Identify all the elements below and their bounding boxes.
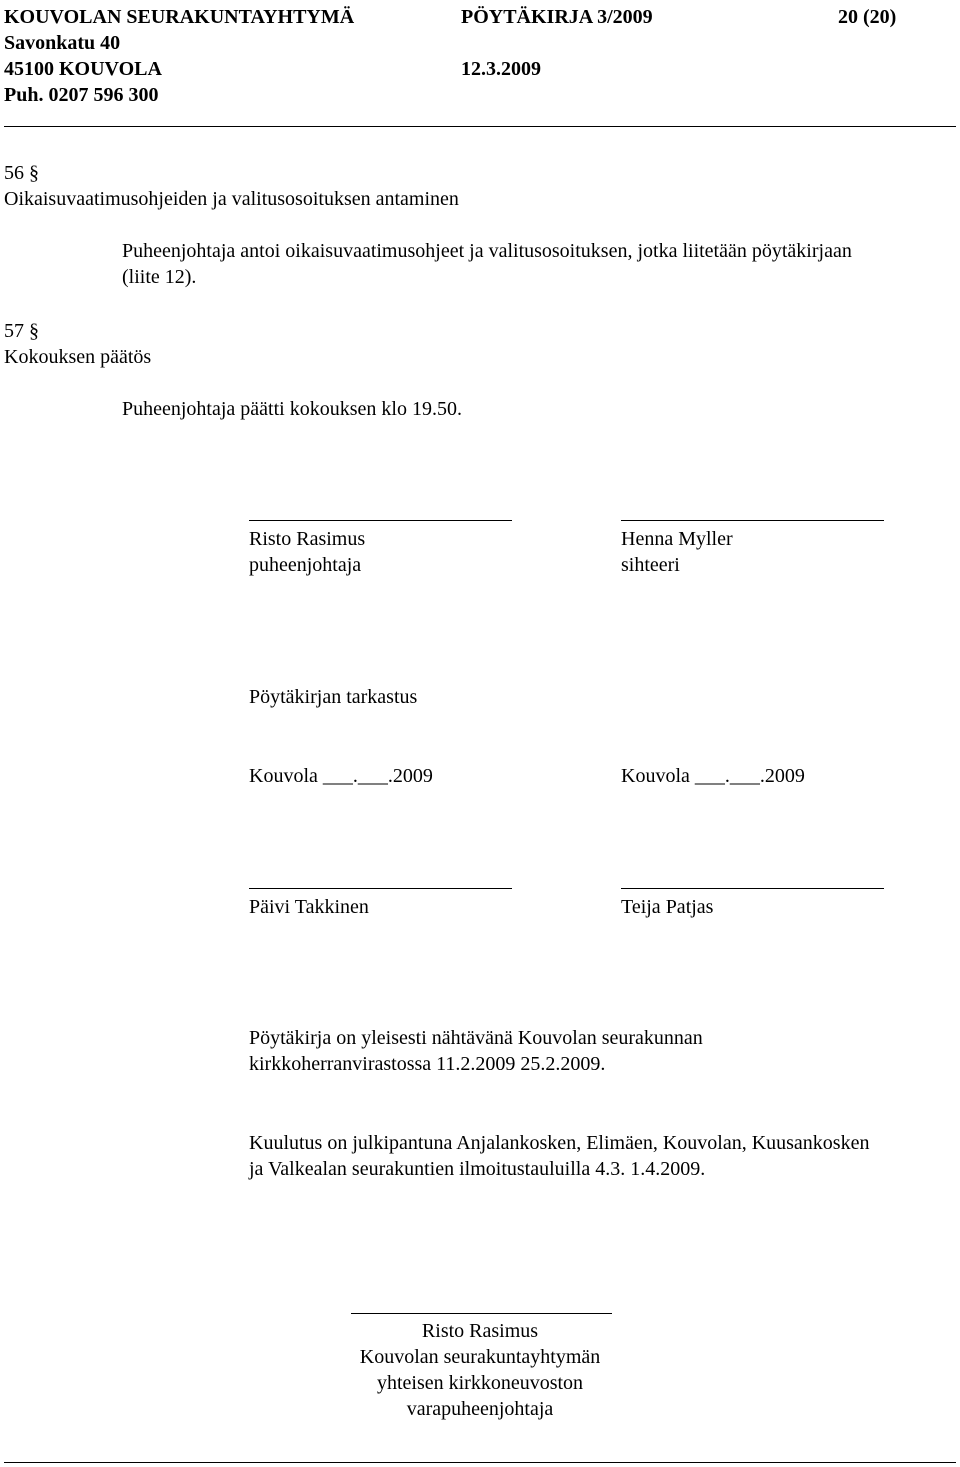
final-signature-line bbox=[351, 1313, 612, 1314]
section-56-body-1: Puheenjohtaja antoi oikaisuvaatimusohjeet ja valitusosoituksen, jotka liitetään pöytäkirjaan bbox=[122, 240, 852, 262]
header-org: KOUVOLAN SEURAKUNTAYHTYMÄ bbox=[4, 6, 355, 28]
header-date: 12.3.2009 bbox=[461, 58, 541, 80]
review-heading: Pöytäkirjan tarkastus bbox=[249, 686, 418, 708]
final-signatory-line4: varapuheenjohtaja bbox=[406, 1398, 554, 1420]
reviewer2-name: Teija Patjas bbox=[621, 896, 714, 918]
reviewer1-signature-line bbox=[249, 888, 512, 889]
section-57-title: Kokouksen päätös bbox=[4, 346, 152, 368]
chair-name: Risto Rasimus bbox=[249, 528, 366, 550]
header-divider bbox=[4, 126, 956, 127]
chair-signature-line bbox=[249, 520, 512, 521]
secretary-role: sihteeri bbox=[621, 554, 680, 576]
announcement-2: ja Valkealan seurakuntien ilmoitustauluilla 4.3. 1.4.2009. bbox=[249, 1158, 706, 1180]
secretary-signature-line bbox=[621, 520, 884, 521]
section-57-body-1: Puheenjohtaja päätti kokouksen klo 19.50. bbox=[122, 398, 462, 420]
public-notice-1: Pöytäkirja on yleisesti nähtävänä Kouvolan seurakunnan bbox=[249, 1027, 703, 1049]
review-place-left: Kouvola ___.___.2009 bbox=[249, 765, 433, 787]
header-page: 20 (20) bbox=[838, 6, 897, 28]
footer-divider bbox=[4, 1462, 956, 1463]
header-phone: Puh. 0207 596 300 bbox=[4, 84, 159, 106]
final-signatory-line2: Kouvolan seurakuntayhtymän bbox=[359, 1346, 601, 1368]
public-notice-2: kirkkoherranvirastossa 11.2.2009 25.2.2009. bbox=[249, 1053, 606, 1075]
final-signatory-name: Risto Rasimus bbox=[421, 1320, 539, 1342]
review-place-right: Kouvola ___.___.2009 bbox=[621, 765, 805, 787]
header-city: 45100 KOUVOLA bbox=[4, 58, 162, 80]
header-street: Savonkatu 40 bbox=[4, 32, 121, 54]
section-56-title: Oikaisuvaatimusohjeiden ja valitusosoituksen antaminen bbox=[4, 188, 459, 210]
reviewer2-signature-line bbox=[621, 888, 884, 889]
section-56-body-2: (liite 12). bbox=[122, 266, 197, 288]
section-57-number: 57 § bbox=[4, 320, 39, 342]
reviewer1-name: Päivi Takkinen bbox=[249, 896, 369, 918]
section-56-number: 56 § bbox=[4, 162, 39, 184]
final-signatory-line3: yhteisen kirkkoneuvoston bbox=[376, 1372, 584, 1394]
header-doc: PÖYTÄKIRJA 3/2009 bbox=[461, 6, 653, 28]
secretary-name: Henna Myller bbox=[621, 528, 733, 550]
announcement-1: Kuulutus on julkipantuna Anjalankosken, Elimäen, Kouvolan, Kuusankosken bbox=[249, 1132, 870, 1154]
chair-role: puheenjohtaja bbox=[249, 554, 362, 576]
